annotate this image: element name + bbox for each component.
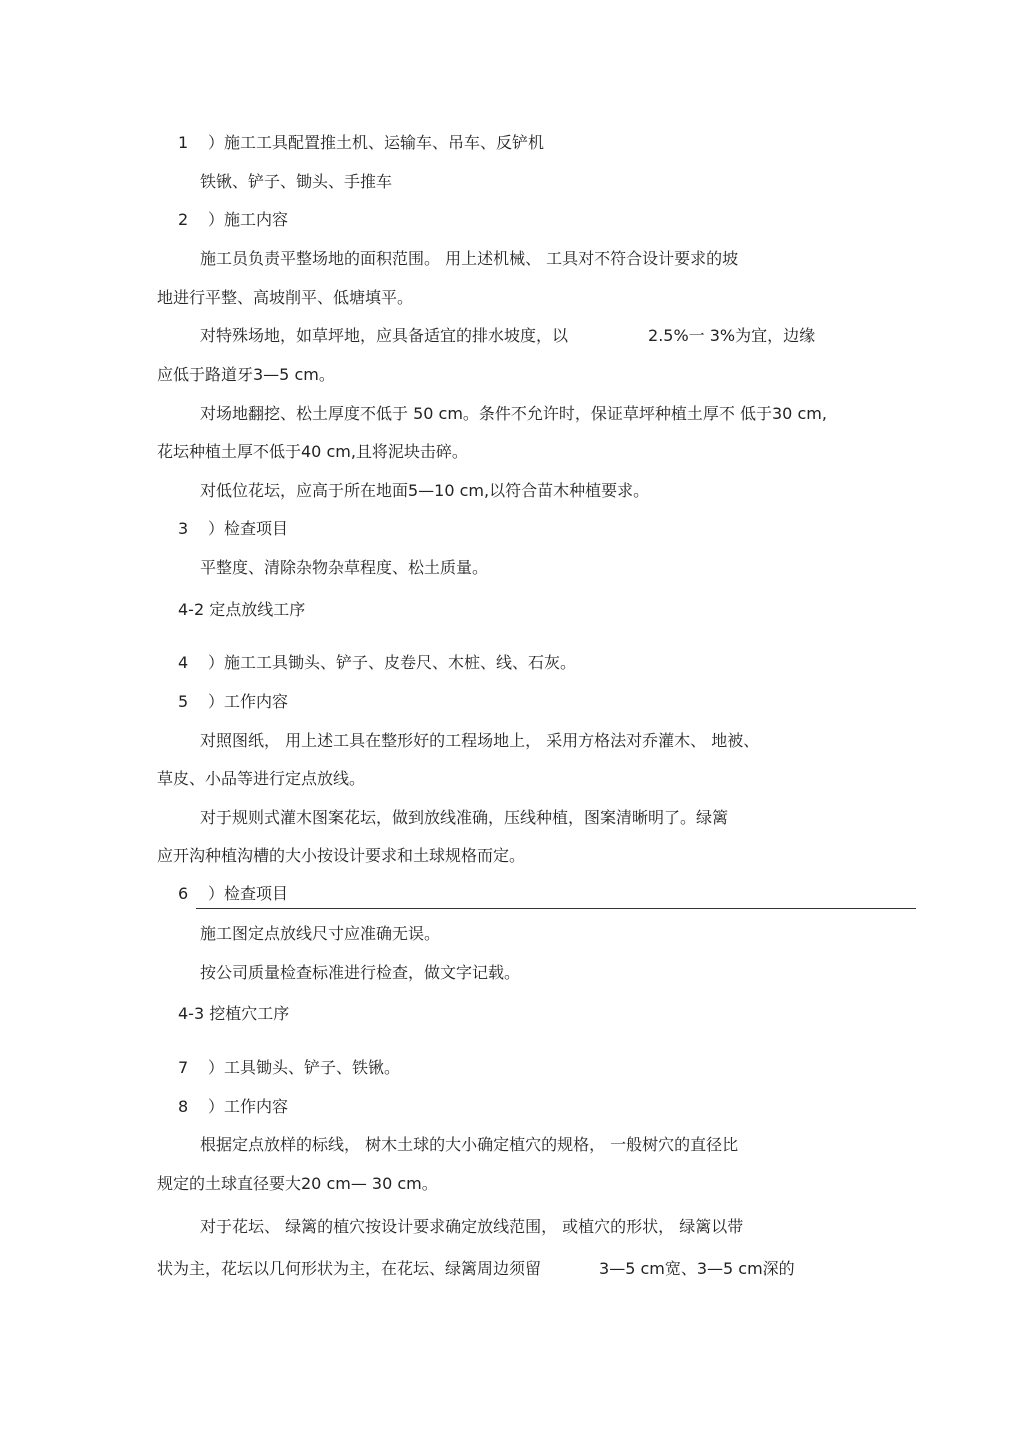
paragraph-line: 应开沟种植沟槽的大小按设计要求和土球规格而定。 xyxy=(157,846,526,865)
paragraph-line: 花坛种植土厚不低于40 cm,且将泥块击碎。 xyxy=(157,442,468,461)
section-heading: 4-2 定点放线工序 xyxy=(178,600,306,619)
item-text: ）工作内容 xyxy=(208,692,289,711)
item-text: ）工具锄头、铲子、铁锹。 xyxy=(208,1058,401,1077)
paragraph-line xyxy=(157,1259,795,1279)
paragraph-text: 2.5%一 3%为宜，边缘 xyxy=(648,326,816,345)
item-number: 7 xyxy=(178,1058,189,1077)
paragraph-line: 对低位花坛，应高于所在地面5—10 cm,以符合苗木种植要求。 xyxy=(200,481,650,500)
paragraph-line: 对照图纸， 用上述工具在整形好的工程场地上， 采用方格法对乔灌木、 地被、 xyxy=(200,731,760,750)
paragraph-line: 应低于路道牙3—5 cm。 xyxy=(157,365,335,384)
section-heading: 4-3 挖植穴工序 xyxy=(178,1004,290,1023)
item-text: ）施工工具配置推土机、运输车、吊车、反铲机 xyxy=(208,133,545,152)
paragraph-line: 平整度、清除杂物杂草程度、松土质量。 xyxy=(200,558,489,577)
item-text: ）施工工具锄头、铲子、皮卷尺、木桩、线、石灰。 xyxy=(208,653,577,672)
paragraph-text: 状为主，花坛以几何形状为主，在花坛、绿篱周边须留 xyxy=(157,1259,542,1278)
paragraph-line: 对于规则式灌木图案花坛，做到放线准确，压线种植，图案清晰明了。绿篱 xyxy=(200,808,729,827)
paragraph-line: 对于花坛、 绿篱的植穴按设计要求确定放线范围， 或植穴的形状， 绿篱以带 xyxy=(200,1217,744,1236)
item-text: ）检查项目 xyxy=(208,884,289,903)
paragraph-line: 根据定点放样的标线， 树木土球的大小确定植穴的规格， 一般树穴的直径比 xyxy=(200,1135,739,1154)
item-1-line xyxy=(178,133,544,153)
paragraph-line xyxy=(200,326,815,346)
item-number: 6 xyxy=(178,884,189,903)
item-text: ）工作内容 xyxy=(208,1097,289,1116)
item-number: 8 xyxy=(178,1097,189,1116)
paragraph-line: 施工员负责平整场地的面积范围。 用上述机械、 工具对不符合设计要求的坡 xyxy=(200,249,739,268)
item-number: 3 xyxy=(178,519,189,538)
paragraph-line: 施工图定点放线尺寸应准确无误。 xyxy=(200,924,441,943)
item-number: 4 xyxy=(178,653,189,672)
paragraph-text: 3—5 cm宽、3—5 cm深的 xyxy=(599,1259,795,1278)
paragraph-line: 对场地翻挖、松土厚度不低于 50 cm。条件不允许时，保证草坪种植土厚不 低于30 cm, xyxy=(200,404,827,423)
item-text: ）检查项目 xyxy=(208,519,289,538)
horizontal-rule xyxy=(196,908,916,909)
item-2-line xyxy=(178,210,288,230)
item-number: 2 xyxy=(178,210,189,229)
paragraph-line: 按公司质量检查标准进行检查，做文字记载。 xyxy=(200,963,521,982)
item-number: 5 xyxy=(178,692,189,711)
item-5-line xyxy=(178,692,288,712)
paragraph-text: 对特殊场地，如草坪地，应具备适宜的排水坡度，以 xyxy=(200,326,569,345)
paragraph-line: 规定的土球直径要大20 cm— 30 cm。 xyxy=(157,1174,438,1193)
paragraph-line: 地进行平整、高坡削平、低塘填平。 xyxy=(157,288,414,307)
paragraph-line: 草皮、小品等进行定点放线。 xyxy=(157,769,366,788)
paragraph-line: 铁锹、铲子、锄头、手推车 xyxy=(200,172,393,191)
item-3-line xyxy=(178,519,288,539)
item-7-line xyxy=(178,1058,400,1078)
item-8-line xyxy=(178,1097,288,1117)
item-number: 1 xyxy=(178,133,189,152)
item-4-line xyxy=(178,653,576,673)
item-text: ）施工内容 xyxy=(208,210,289,229)
item-6-line xyxy=(178,884,288,904)
